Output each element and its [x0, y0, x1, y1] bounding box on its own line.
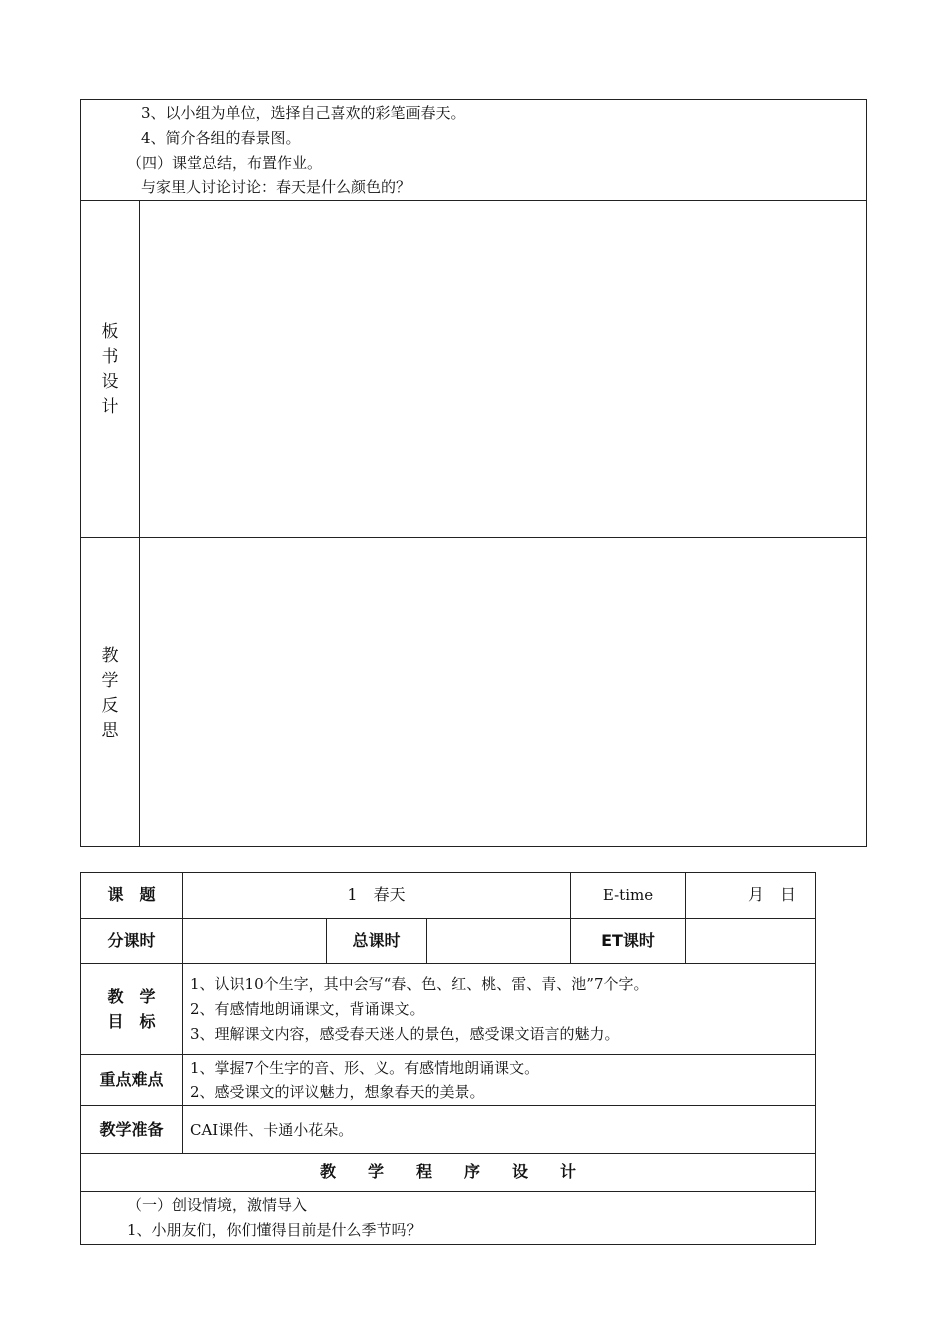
table-border [80, 99, 81, 847]
row-divider [80, 1191, 816, 1192]
row-divider [80, 1105, 816, 1106]
board-design-content[interactable] [140, 201, 866, 537]
sub-hours-label: 分课时 [107, 931, 156, 950]
continuation-line: 3、以小组为单位，选择自己喜欢的彩笔画春天。 [141, 104, 466, 122]
procedure-line: 1、小朋友们，你们懂得目前是什么季节吗？ [127, 1221, 422, 1239]
goals-label: 教 学 [107, 987, 156, 1006]
key-point-item: 2、感受课文的评议魅力，想象春天的美景。 [190, 1083, 485, 1101]
continuation-line: （四）课堂总结，布置作业。 [127, 154, 323, 172]
et-hours-value[interactable] [686, 919, 815, 963]
column-divider [182, 872, 183, 1154]
topic-value: 1 春天 [347, 885, 406, 904]
reflection-content[interactable] [140, 538, 866, 846]
total-hours-value[interactable] [427, 919, 570, 963]
table-border [80, 872, 816, 873]
total-hours-label: 总课时 [352, 931, 401, 950]
table-border [80, 1244, 816, 1245]
table-border [866, 99, 867, 847]
continuation-line: 4、简介各组的春景图。 [141, 129, 301, 147]
goal-item: 3、理解课文内容，感受春天迷人的景色，感受课文语言的魅力。 [190, 1025, 620, 1043]
date-value: 月 日 [748, 885, 797, 904]
table-border [80, 846, 867, 847]
table-border [815, 872, 816, 1245]
key-point-item: 1、掌握7个生字的音、形、义。有感情地朗诵课文。 [190, 1059, 540, 1077]
goal-item: 1、认识10个生字，其中会写“春、色、红、桃、雷、青、池”7个字。 [190, 975, 649, 993]
reflection-label: 教 学 反 思 [101, 646, 119, 741]
row-divider [80, 963, 816, 964]
goals-label: 目 标 [107, 1012, 156, 1031]
sub-hours-value[interactable] [183, 919, 326, 963]
etime-label: E-time [602, 886, 654, 904]
preparation-value: CAI课件、卡通小花朵。 [190, 1121, 354, 1139]
procedure-title: 教 学 程 序 设 计 [319, 1162, 576, 1181]
continuation-line: 与家里人讨论讨论：春天是什么颜色的？ [141, 178, 412, 196]
goal-item: 2、有感情地朗诵课文，背诵课文。 [190, 1000, 425, 1018]
preparation-label: 教学准备 [99, 1120, 164, 1139]
topic-label: 课 题 [107, 885, 156, 904]
board-design-label: 板 书 设 计 [101, 322, 119, 417]
procedure-line: （一）创设情境，激情导入 [127, 1196, 308, 1214]
table-border [80, 99, 867, 100]
table-border [80, 872, 81, 1245]
et-hours-label: ET课时 [601, 931, 655, 950]
key-points-label: 重点难点 [99, 1070, 164, 1089]
row-divider [80, 1054, 816, 1055]
row-divider [80, 1153, 816, 1154]
